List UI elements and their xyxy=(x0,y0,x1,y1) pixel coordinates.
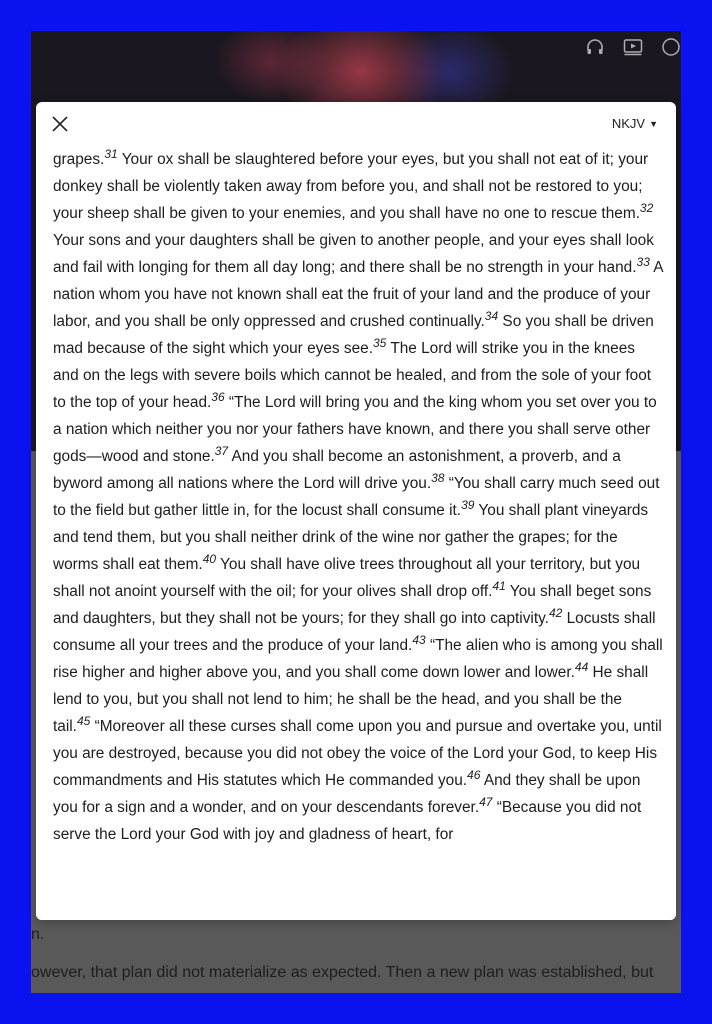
verse-text: He shall lend to you, but you shall not lend to him; he shall be the head, and you shall be the tail. xyxy=(53,664,649,735)
passage-text xyxy=(53,146,663,848)
verse-text: “Because you did not serve the Lord your God with joy and gladness of heart, for xyxy=(53,799,642,843)
verse-number: 37 xyxy=(214,444,229,458)
verse-number: 42 xyxy=(548,606,563,620)
passage-modal xyxy=(36,102,676,920)
verse-number: 40 xyxy=(202,552,217,566)
scroll-fade xyxy=(36,910,676,920)
verse-text: Your ox shall be slaughtered before your eyes, but you shall not eat of it; your donkey shall be violently taken away from before you, and shall not be restored to you; your sheep shall be given to your enemies, and you shall have no one to rescue them. xyxy=(53,151,649,222)
verse-text: You shall plant vineyards and tend them, but you shall neither drink of the wine nor gather the grapes; for the worms shall eat them. xyxy=(53,502,649,573)
version-label: NKJV xyxy=(611,116,646,131)
verse-text: And you shall become an astonishment, a proverb, and a byword among all nations where the Lord will drive you. xyxy=(53,448,621,492)
verse-text: You shall have olive trees throughout all your territory, but you shall not anoint yourself with the oil; for your olives shall drop off. xyxy=(53,556,641,600)
verse-text: And they shall be upon you for a sign and a wonder, and on your descendants forever. xyxy=(53,772,641,816)
verse-text: So you shall be driven mad because of the sight which your eyes see. xyxy=(53,313,654,357)
verse-number: 35 xyxy=(372,336,387,350)
verse-number: 36 xyxy=(211,390,225,404)
verse-number: 33 xyxy=(636,255,650,269)
verse-text: “Moreover all these curses shall come upon you and pursue and overtake you, until you are destroyed, because you did not obey the voice of the Lord your God, to keep His commandments and His statutes which He commanded you. xyxy=(53,718,662,789)
verse-number: 46 xyxy=(467,768,481,782)
verse-number: 47 xyxy=(479,795,493,809)
verse-text: Your sons and your daughters shall be given to another people, and your eyes shall look and fail with longing for them all day long; and there shall be no strength in your hand. xyxy=(53,232,654,276)
background-line: n. xyxy=(31,926,45,943)
verse-text: “The alien who is among you shall rise higher and higher above you, and you shall come down lower and lower. xyxy=(53,637,663,681)
verse-number: 31 xyxy=(104,147,118,161)
verse-number: 38 xyxy=(431,471,445,485)
verse-text: The Lord will strike you in the knees and on the legs with severe boils which cannot be healed, and from the sole of your foot to the top of your head. xyxy=(53,340,652,411)
modal-header xyxy=(36,102,676,146)
verse-text: “The Lord will bring you and the king whom you set over you to a nation which neither you nor your fathers have known, and there you shall serve other gods—wood and stone. xyxy=(53,394,657,465)
verse-number: 44 xyxy=(574,660,589,674)
verse-text: grapes. xyxy=(53,151,105,168)
verse-number: 43 xyxy=(412,633,426,647)
verse-text: You shall beget sons and daughters, but they shall not be yours; for they shall go into captivity. xyxy=(53,583,652,627)
caret-down-icon: ▼ xyxy=(649,118,658,129)
verse-text: Locusts shall consume all your trees and the produce of your land. xyxy=(53,610,656,654)
background-line: owever, that plan did not materialize as expected. Then a new plan was established, but xyxy=(31,964,654,981)
verse-text: A nation whom you have not known shall eat the fruit of your land and the produce of your labor, and you shall be only oppressed and crushed continually. xyxy=(53,259,663,330)
verse-number: 41 xyxy=(492,579,506,593)
verse-number: 32 xyxy=(639,201,654,215)
verse-number: 39 xyxy=(461,498,475,512)
close-icon xyxy=(50,114,70,134)
close-button[interactable] xyxy=(50,114,70,134)
verse-number: 45 xyxy=(76,714,91,728)
verse-number: 34 xyxy=(484,309,499,323)
verse-text: “You shall carry much seed out to the field but gather little in, for the locust shall consume it. xyxy=(53,475,660,519)
version-selector[interactable] xyxy=(612,116,658,131)
